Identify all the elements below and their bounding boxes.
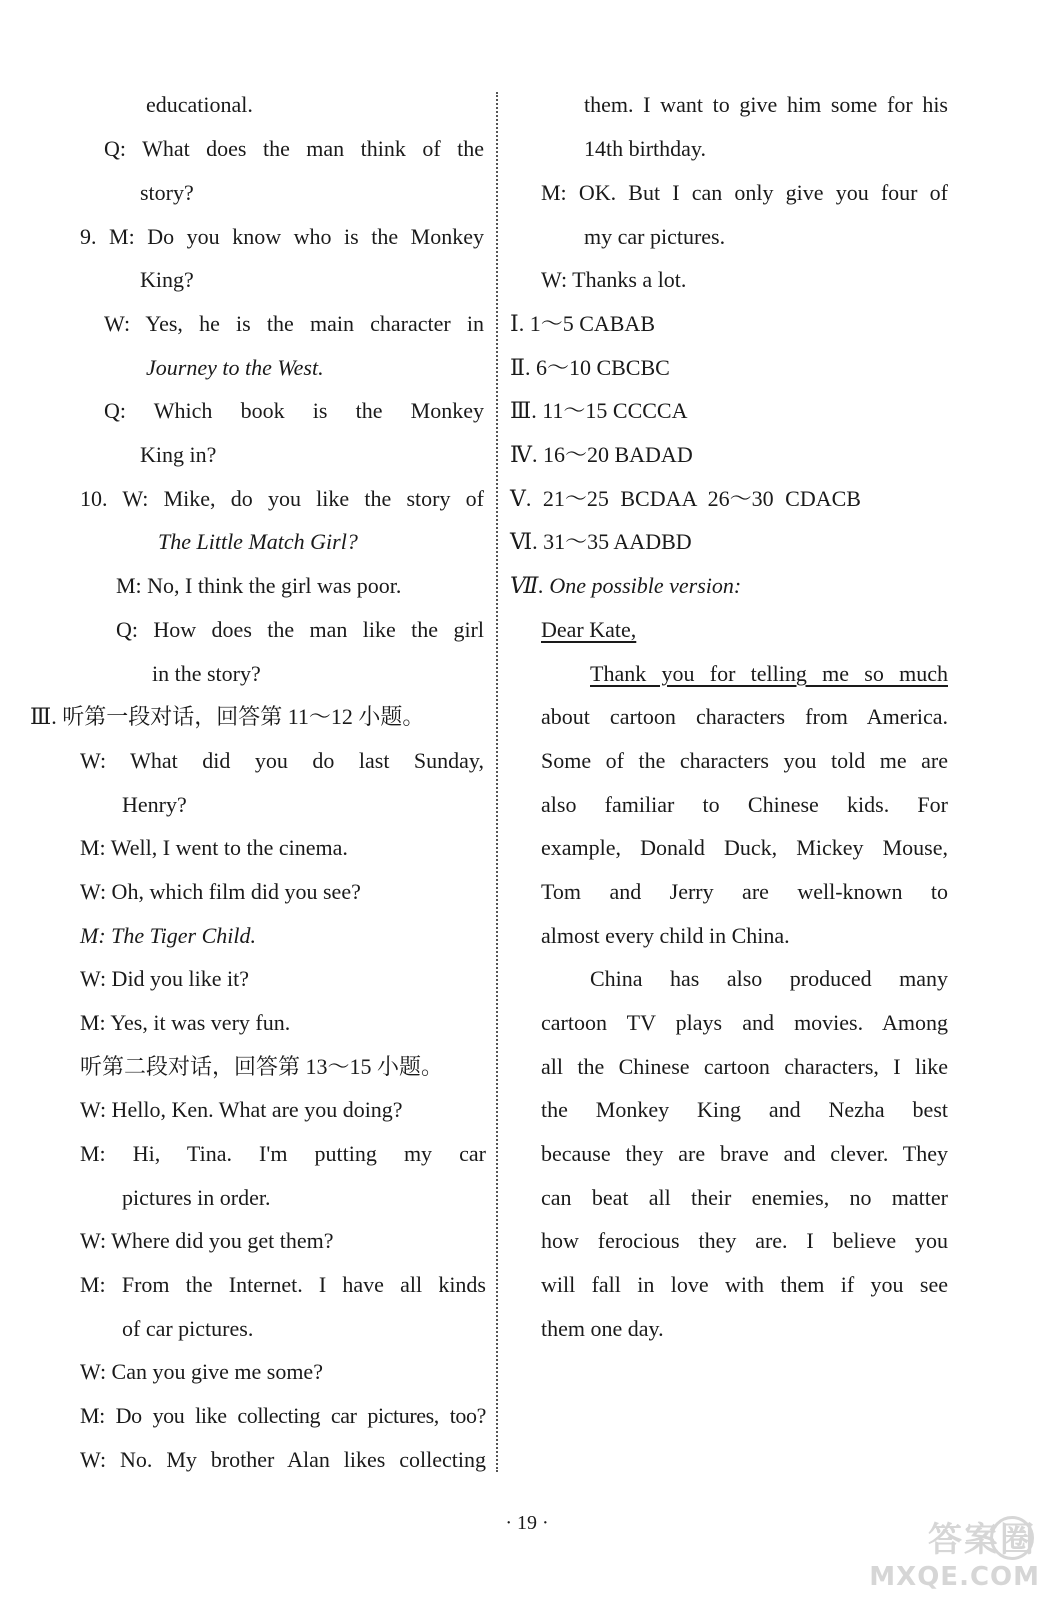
text-line: W: Did you like it? xyxy=(80,966,250,991)
text-line: M: Yes, it was very fun. xyxy=(80,1010,291,1035)
text-line: M: The Tiger Child. xyxy=(80,923,257,948)
text-line: can beat all their enemies, no matter xyxy=(541,1185,948,1210)
watermark-text: 答案圈 xyxy=(928,1520,1036,1560)
text-line: them one day. xyxy=(541,1316,664,1341)
answer-line: Ⅰ. 1～5 CABAB xyxy=(510,311,655,336)
text-line: M: Do you like collecting car pictures, too? xyxy=(80,1403,486,1428)
text-line: of car pictures. xyxy=(122,1316,254,1341)
letter-salutation: Dear Kate, xyxy=(541,617,637,642)
text-line: Q: Which book is the Monkey xyxy=(104,398,484,423)
text-line: Q: How does the man like the girl xyxy=(116,617,484,642)
text-line: King? xyxy=(140,267,194,292)
text-line: M: OK. But I can only give you four of xyxy=(541,180,948,205)
text-line: King in? xyxy=(140,442,217,467)
text-line: them. I want to give him some for his xyxy=(584,92,948,117)
text-line: W: Can you give me some? xyxy=(80,1359,323,1384)
text-line: because they are brave and clever. They xyxy=(541,1141,948,1166)
text-line: the Monkey King and Nezha best xyxy=(541,1097,948,1122)
text-line: example, Donald Duck, Mickey Mouse, xyxy=(541,835,948,860)
text-line: Tom and Jerry are well-known to xyxy=(541,879,948,904)
text-line: also familiar to Chinese kids. For xyxy=(541,792,948,817)
text-line: 10. W: Mike, do you like the story of xyxy=(80,486,484,511)
text-line: cartoon TV plays and movies. Among xyxy=(541,1010,948,1035)
text-line: Some of the characters you told me are xyxy=(541,748,948,773)
text-line: in the story? xyxy=(152,661,261,686)
answer-line: Ⅴ. 21～25 BCDAA 26～30 CDACB xyxy=(510,486,861,511)
text-line: W: Oh, which film did you see? xyxy=(80,879,361,904)
text-line: W: Yes, he is the main character in xyxy=(104,311,484,336)
text-line: W: What did you do last Sunday, xyxy=(80,748,484,773)
text-line: Journey to the West. xyxy=(146,355,324,380)
answer-line: Ⅲ. 11～15 CCCCA xyxy=(510,398,688,423)
answer-line: Ⅳ. 16～20 BADAD xyxy=(510,442,693,467)
text-line: W: Where did you get them? xyxy=(80,1228,334,1253)
column-divider xyxy=(496,92,498,1472)
text-line: M: Well, I went to the cinema. xyxy=(80,835,348,860)
text-line: all the Chinese cartoon characters, I like xyxy=(541,1054,948,1079)
text-line: China has also produced many xyxy=(590,966,948,991)
answer-line: Ⅵ. 31～35 AADBD xyxy=(510,529,692,554)
text-line: about cartoon characters from America. xyxy=(541,704,948,729)
section-heading: Ⅲ. 听第一段对话，回答第 11～12 小题。 xyxy=(30,704,425,729)
text-line: 9. M: Do you know who is the Monkey xyxy=(80,224,484,249)
watermark-logo xyxy=(869,1512,1040,1592)
text-line: W: Thanks a lot. xyxy=(541,267,687,292)
text-line: W: Hello, Ken. What are you doing? xyxy=(80,1097,403,1122)
text-line: M: From the Internet. I have all kinds xyxy=(80,1272,486,1297)
watermark-url: MXQE.COM xyxy=(869,1562,1040,1592)
text-line: M: Hi, Tina. I'm putting my car xyxy=(80,1141,486,1166)
text-line: my car pictures. xyxy=(584,224,726,249)
text-line: Henry? xyxy=(122,792,187,817)
page-number: · 19 · xyxy=(505,1512,549,1534)
text-line: 14th birthday. xyxy=(584,136,706,161)
text-line: Q: What does the man think of the xyxy=(104,136,484,161)
section-heading: Ⅶ. One possible version: xyxy=(510,573,742,598)
text-line: educational. xyxy=(146,92,253,117)
text-line: how ferocious they are. I believe you xyxy=(541,1228,948,1253)
text-line: The Little Match Girl? xyxy=(158,529,358,554)
text-line: pictures in order. xyxy=(122,1185,271,1210)
text-line: will fall in love with them if you see xyxy=(541,1272,948,1297)
text-line: Thank you for telling me so much xyxy=(590,661,948,686)
text-line: story? xyxy=(140,180,194,205)
answer-line: Ⅱ. 6～10 CBCBC xyxy=(510,355,670,380)
text-line: M: No, I think the girl was poor. xyxy=(116,573,402,598)
section-heading: 听第二段对话，回答第 13～15 小题。 xyxy=(80,1054,444,1079)
text-line: W: No. My brother Alan likes collecting xyxy=(80,1447,486,1472)
text-line: almost every child in China. xyxy=(541,923,790,948)
